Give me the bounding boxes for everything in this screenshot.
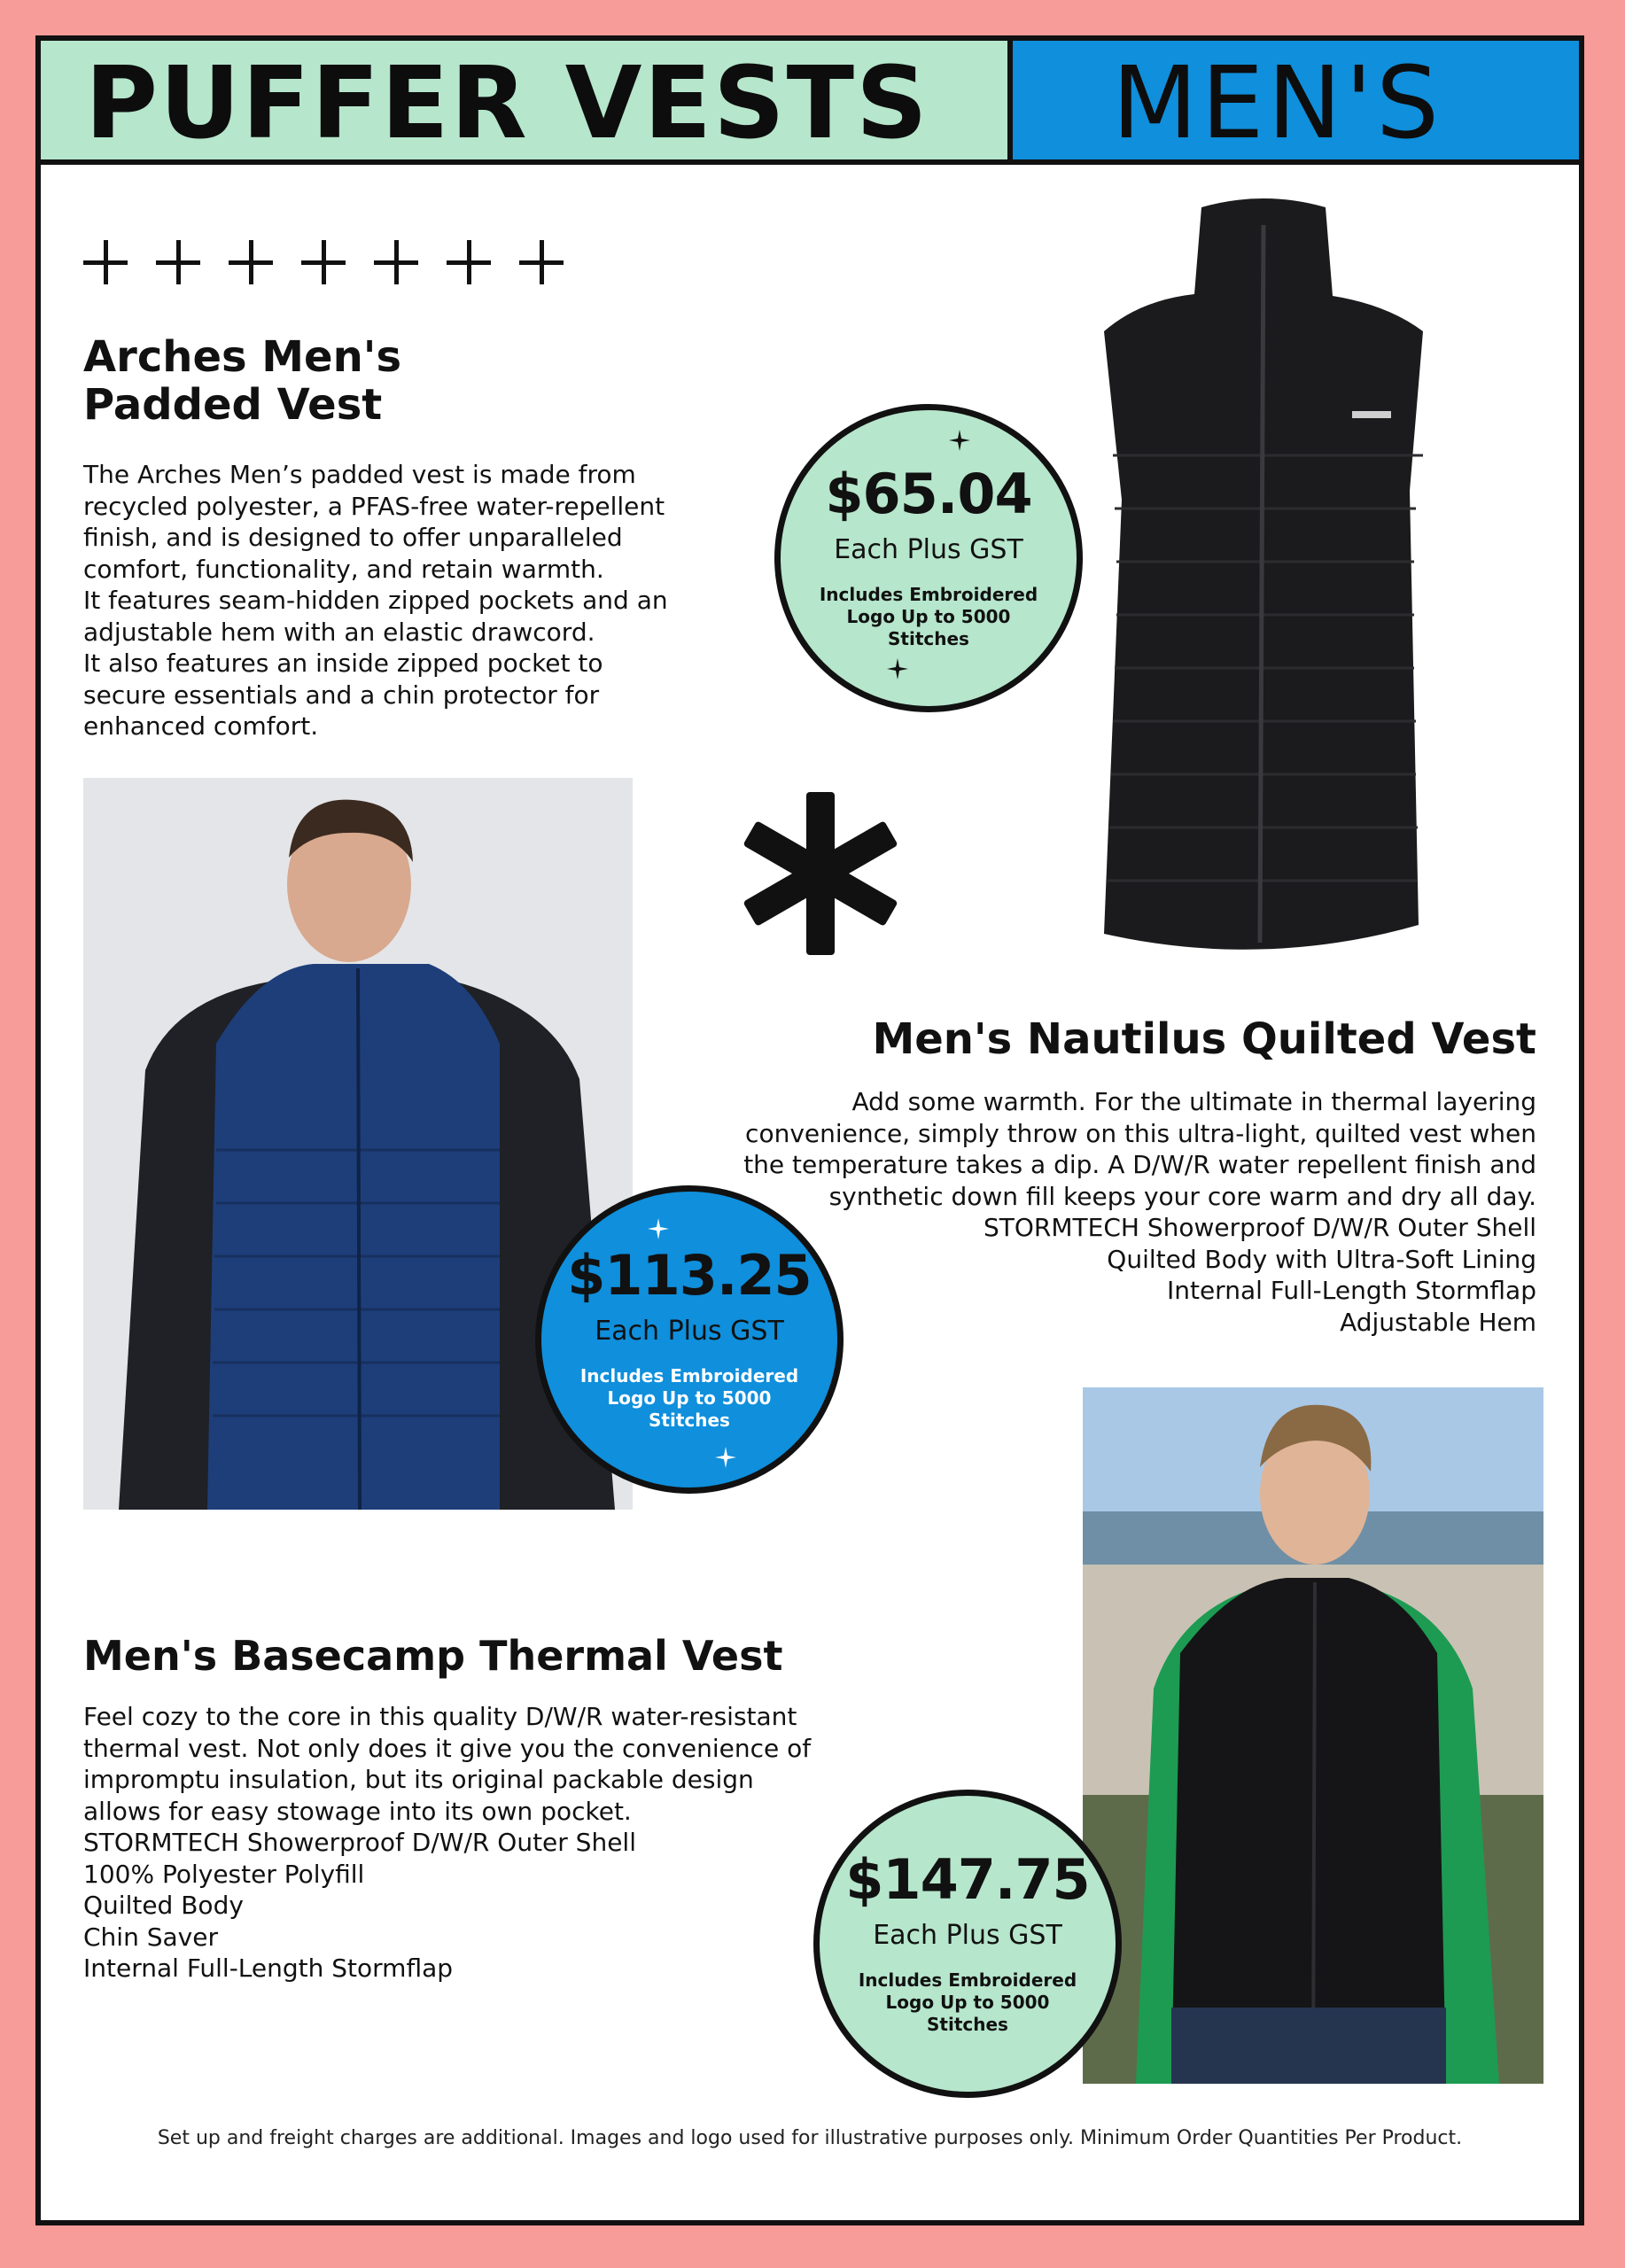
description-line: STORMTECH Showerproof D/W/R Outer Shell [83,1828,636,1857]
description-line: secure essentials and a chin protector for [83,680,600,710]
product-title-line: Arches Men's [83,332,402,382]
header-category: MEN'S [1112,46,1443,161]
description-line: Chin Saver [83,1922,218,1952]
price-badge-nautilus [535,1185,844,1494]
plus-icon [447,240,491,284]
header-bar [41,41,1579,165]
sparkle-icon [949,430,970,451]
description-line: allows for easy stowage into its own pocket. [83,1796,632,1826]
header-title-panel [41,41,1013,159]
description-line: The Arches Men’s padded vest is made from [83,460,636,489]
description-line: Internal Full-Length Stormflap [83,1953,454,1983]
description-line: STORMTECH Showerproof D/W/R Outer Shell [984,1213,1536,1242]
description-line: It also features an inside zipped pocket to [83,649,603,678]
asterisk-icon [732,785,909,962]
description-line: convenience, simply throw on this ultra-light, quilted vest when [745,1118,1536,1148]
description-line: Internal Full-Length Stormflap [1166,1276,1536,1305]
description-line: Quilted Body [83,1891,244,1920]
plus-icon [519,240,564,284]
description-line: recycled polyester, a PFAS-free water-repellent [83,491,665,521]
price-note: Each Plus GST [873,1920,1062,1951]
product-title-arches [83,333,401,429]
header-title: PUFFER VESTS [85,46,929,161]
price-note: Each Plus GST [834,534,1023,565]
product-title-basecamp: Men's Basecamp Thermal Vest [83,1632,783,1680]
plus-icon [83,240,128,284]
product-title-line: Padded Vest [83,380,383,430]
description-line: 100% Polyester Polyfill [83,1859,365,1889]
description-line: adjustable hem with an elastic drawcord. [83,617,595,647]
price: $113.25 [567,1243,812,1308]
description-line: the temperature takes a dip. A D/W/R water repellent finish and [743,1150,1536,1179]
price: $65.04 [825,462,1032,526]
description-line: enhanced comfort. [83,711,319,741]
price-badge-arches [774,404,1083,712]
price-note: Each Plus GST [595,1316,784,1347]
logo-note: Includes Embroidered Logo Up to 5000 Stitches [579,1365,799,1431]
description-line: finish, and is designed to offer unparalleled [83,523,623,552]
product-description-arches [83,459,668,742]
description-line: comfort, functionality, and retain warmth. [83,554,604,584]
flyer-page [35,35,1584,2225]
product-title-nautilus: Men's Nautilus Quilted Vest [872,1014,1536,1064]
logo-note: Includes Embroidered Logo Up to 5000 Stitches [858,1969,1077,2035]
price: $147.75 [845,1847,1090,1912]
description-line: Feel cozy to the core in this quality D/W/R water-resistant [83,1702,797,1731]
description-line: Add some warmth. For the ultimate in thermal layering [851,1087,1536,1116]
product-description-basecamp [83,1701,811,1984]
price-badge-basecamp [813,1790,1122,2098]
plus-icon [301,240,346,284]
plus-icon [374,240,418,284]
description-line: impromptu insulation, but its original packable design [83,1765,754,1794]
description-line: It features seam-hidden zipped pockets and an [83,586,668,615]
sparkle-icon [887,658,908,680]
sparkle-icon [715,1447,736,1468]
footer-disclaimer: Set up and freight charges are additional. Images and logo used for illustrative purposes only. Minimum Order Quantities Per Product. [157,2127,1463,2149]
plus-icon [156,240,200,284]
plus-decoration [83,240,579,302]
description-line: synthetic down fill keeps your core warm and dry all day. [828,1181,1536,1211]
logo-note: Includes Embroidered Logo Up to 5000 Stitches [819,584,1038,649]
sparkle-icon [648,1218,669,1239]
description-line: Adjustable Hem [1340,1307,1536,1337]
black-vest-model-photo [1083,1387,1543,2084]
description-line: thermal vest. Not only does it give you the convenience of [83,1733,812,1763]
black-vest-image [1051,190,1476,1005]
description-line: Quilted Body with Ultra-Soft Lining [1107,1244,1536,1274]
plus-icon [229,240,273,284]
header-category-panel [1013,41,1579,159]
product-description-nautilus [743,1086,1536,1338]
